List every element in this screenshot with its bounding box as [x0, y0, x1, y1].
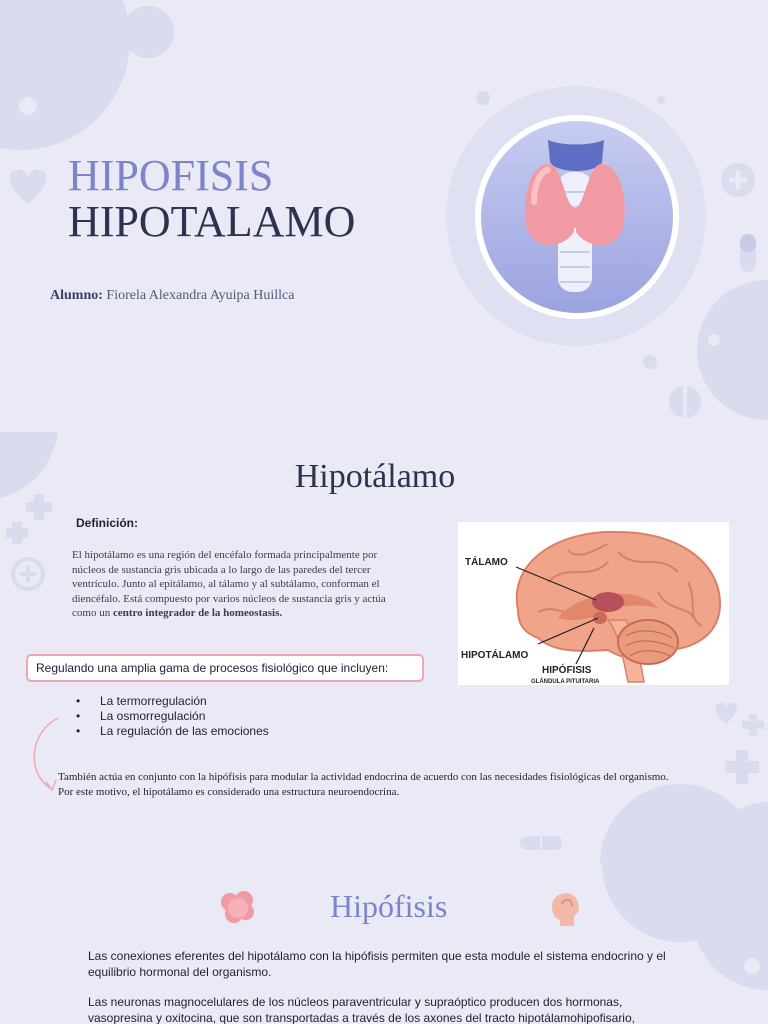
- section-title-hipofisis: Hipófisis: [330, 888, 448, 924]
- author-name: Fiorela Alexandra Ayuipa Huillca: [102, 288, 295, 303]
- brain-icon: [221, 891, 254, 923]
- list-item: [76, 724, 269, 739]
- bullet-list: [76, 694, 269, 739]
- title-slide: [0, 0, 768, 432]
- process-box: Regulando una amplia gama de procesos fisiológico que incluyen:: [26, 654, 424, 682]
- hipofisis-slide: [0, 864, 768, 1024]
- definition-text: El hipotálamo es una región del encéfalo formada principalmente por núcleos de sustancia gris ubicada a lo largo de las paredes del tercer ventrículo. Junto al epitálamo, al tálamo y al subtálamo, conforman el diencéfalo. Está compuesto por varios núcleos de sustancia gris y actúa como un: [72, 549, 386, 619]
- brain-figure: [458, 522, 729, 685]
- bullet-text: La osmorregulación: [100, 709, 206, 723]
- thyroid-illustration: [472, 112, 682, 322]
- title-hipotalamo: HIPOTALAMO: [68, 197, 356, 246]
- head-icon: [552, 893, 579, 926]
- bullet-text: La regulación de las emociones: [100, 724, 269, 738]
- closing-paragraph: También actúa en conjunto con la hipófisis para modular la actividad endocrina de acuerdo con las necesidades fisiológicas del organismo. Por este motivo, el hipotálamo es considerado una estructura neuroendocrina.: [58, 771, 669, 798]
- brain-illustration: [458, 522, 729, 685]
- section-title-hipotalamo: Hipotálamo: [294, 458, 456, 495]
- paragraph-conexiones: Las conexiones eferentes del hipotálamo con la hipófisis permiten que esta module el sistema endocrino y el equilibrio hormonal del organismo.: [88, 949, 666, 979]
- author-line: [50, 288, 294, 304]
- label-hipotalamo: HIPOTÁLAMO: [461, 650, 529, 661]
- bullet-dot: •: [76, 709, 81, 723]
- definition-bold: centro integrador de la homeostasis.: [112, 607, 283, 619]
- paragraph-neuronas: Las neuronas magnocelulares de los núcleos paraventricular y supraóptico producen dos hormonas, vasopresina y oxitocina, que son transportadas a través de los axones del tracto hipotálamohipofisario,: [88, 995, 635, 1024]
- label-hipofisis: HIPÓFISIS: [542, 665, 592, 676]
- bullet-text: La termorregulación: [100, 694, 207, 708]
- title-hipofisis: HIPOFISIS: [68, 151, 274, 200]
- label-glandula: GLÁNDULA PITUITARIA: [531, 679, 600, 685]
- list-item: [76, 694, 269, 709]
- hipotalamo-slide: [0, 432, 768, 864]
- definition-label: Definición:: [76, 516, 138, 530]
- definition-paragraph: [72, 548, 412, 621]
- author-label: Alumno:: [50, 288, 103, 303]
- list-item: [76, 709, 269, 724]
- bullet-dot: •: [76, 694, 81, 708]
- label-talamo: TÁLAMO: [465, 557, 508, 568]
- bullet-dot: •: [76, 724, 81, 738]
